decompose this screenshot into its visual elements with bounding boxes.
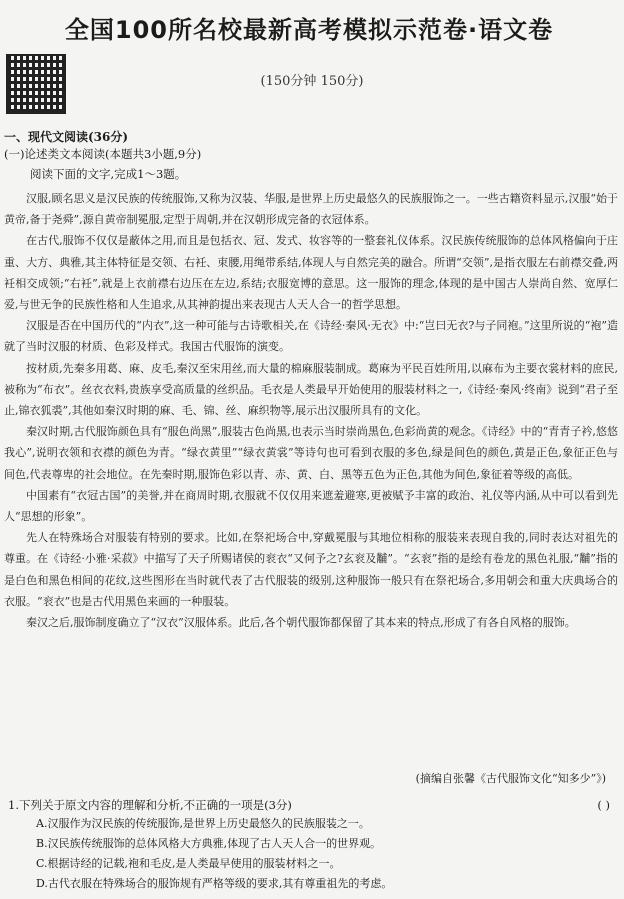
option-a: A.汉服作为汉民族的传统服饰,是世界上历史最悠久的民族服装之一。: [36, 817, 370, 830]
subsection-title: (一)论述类文本阅读(本题共3小题,9分): [4, 147, 202, 161]
passage-paragraph: 先人在特殊场合对服装有特别的要求。比如,在祭祀场合中,穿戴冕服与其地位相称的服装来表现自我的,同时表达对祖先的尊重。在《诗经·小雅·采菽》中描写了天子所赐诸侯的衮衣“又何予之?玄衮及黼”。“玄衮”指的是绘有卷龙的黑色礼服,“黼”指的是白色和黑色相间的花纹,这些图形在当时就代表了古代服装的级别,这种服饰一般只有在祭祀场合,多用朝会和重大庆典场合的衣服。“衮衣”也是古代用黑色来画的一种服装。: [4, 531, 618, 608]
question-1: [8, 796, 614, 894]
section-title: 一、现代文阅读(36分): [4, 130, 129, 144]
question-stem-text: 1.下列关于原文内容的理解和分析,不正确的一项是(3分): [8, 798, 292, 812]
passage-paragraph: 汉服,顾名思义是汉民族的传统服饰,又称为汉装、华服,是世界上历史最悠久的民族服饰之一。一些古籍资料显示,汉服“始于黄帝,备于尧舜”,源自黄帝制冕服,定型于周朝,并在汉朝形成完备的衣冠体系。: [4, 192, 618, 227]
option-c: C.根据诗经的记载,袍和毛皮,是人类最早使用的服装材料之一。: [36, 857, 341, 870]
option-d: D.古代衣服在特殊场合的服饰规有严格等级的要求,其有尊重祖先的考虑。: [36, 877, 393, 890]
passage-paragraph: 在古代,服饰不仅仅是蔽体之用,而且是包括衣、冠、发式、妆容等的一整套礼仪体系。汉民族传统服饰的总体风格偏向于庄重、大方、典雅,其主体特征是交领、右衽、束腰,用绳带系结,体现人与自然完美的融合。所谓“交领”,是指衣服左右前襟交叠,两衽相交成领;“右衽”,就是上衣前襟右边压在左边,系结;衣服宽博的意思。这一服饰的理念,体现的是中国古人崇尚自然、宽厚仁爱,与世无争的民族性格和人生追求,从其神韵提出来表现古人天人合一的哲学思想。: [4, 234, 618, 312]
time-info: (150分钟 150分): [260, 74, 364, 89]
exam-title: 全国100所名校最新高考模拟示范卷·语文卷: [64, 16, 554, 44]
question-stem: [8, 796, 614, 814]
passage-source: (摘编自张馨《古代服饰文化“知多少”》): [415, 772, 606, 785]
passage-paragraph: 按材质,先秦多用葛、麻、皮毛,秦汉至宋用丝,而大量的棉麻服装制成。葛麻为平民百姓所用,以麻布为主要衣裳材料的庶民,被称为“布衣”。丝衣衣料,贵族享受高质量的丝织品。毛衣是人类最早开始使用的服装材料之一,《诗经·秦风·终南》说到“君子至止,锦衣狐裘”,其他如秦汉时期的麻、毛、锦、丝、麻织物等,展示出汉服所具有的文化。: [4, 361, 618, 418]
answer-blank: ( ): [597, 798, 610, 812]
option-b: B.汉民族传统服饰的总体风格大方典雅,体现了古人天人合一的世界观。: [36, 837, 382, 850]
reading-passage: [4, 188, 618, 633]
passage-paragraph: 中国素有“衣冠古国”的美誉,并在商周时期,衣服就不仅仅用来遮羞避寒,更被赋予丰富的政治、礼仪等内涵,从中可以看到先人“思想的形象”。: [4, 488, 618, 524]
passage-paragraph: 秦汉时期,古代服饰颜色具有“服色尚黑”,服装古色尚黑,也表示当时崇尚黑色,色彩尚黄的观念。《诗经》中的“青青子衿,悠悠我心”,说明衣领和衣襟的颜色为青。“绿衣黄里”“绿衣黄裳”等诗句也可看到衣服的多色,绿是间色的颜色,黄是正色,象征正色与间色,代表尊卑的社会地位。在先秦时期,服饰色彩以青、赤、黄、白、黑等五色为正色,其他为间色,象征着等级的高低。: [4, 425, 618, 481]
passage-paragraph: 汉服是否在中国历代的“内衣”,这一种可能与古诗歌相关,在《诗经·秦风·无衣》中:“岂曰无衣?与子同袍。”这里所说的“袍”造就了当时汉服的材质、色彩及样式。我国古代服饰的演变。: [4, 319, 618, 354]
passage-paragraph: 秦汉之后,服饰制度确立了“汉衣”汉服体系。此后,各个朝代服饰都保留了其本来的特点,形成了有各自风格的服饰。: [26, 616, 576, 630]
reading-instruction: 阅读下面的文字,完成1～3题。: [30, 167, 187, 181]
